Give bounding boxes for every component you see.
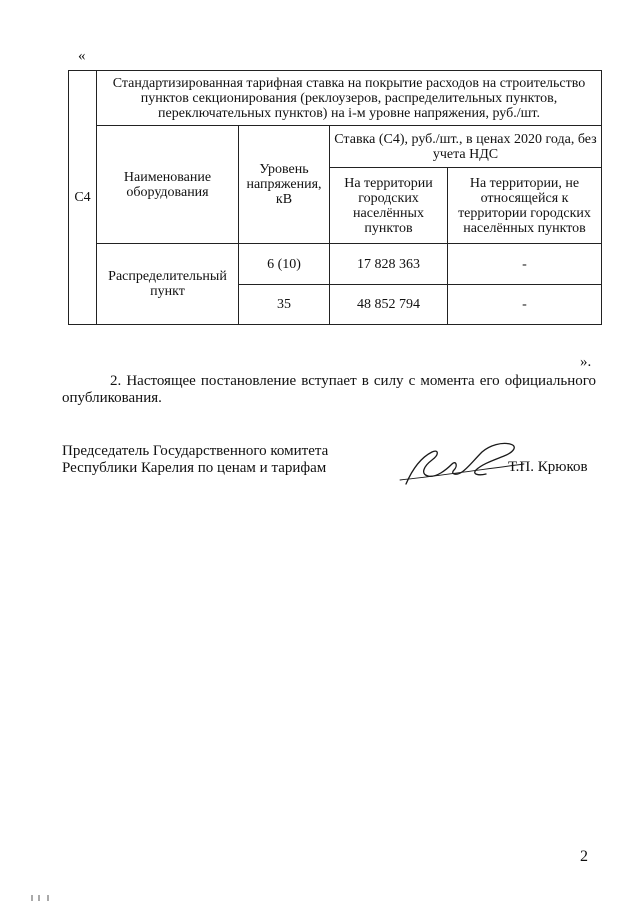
signatory-title — [62, 443, 328, 477]
rural-rate-cell: - — [448, 244, 602, 285]
page-number: 2 — [580, 848, 588, 865]
column-header-urban: На территории городских населённых пунктов — [330, 168, 448, 244]
column-header-equipment: Наименование оборудования — [97, 126, 239, 244]
rate-code-cell: С4 — [69, 71, 97, 325]
urban-rate-cell: 17 828 363 — [330, 244, 448, 285]
table-title: Стандартизированная тарифная ставка на покрытие расходов на строительство пунктов секционирования (реклоузеров, распределительных пунктов, переключательных пунктов) на i-м уровне напряжения, руб./шт. — [97, 71, 602, 126]
table-row — [69, 244, 602, 285]
column-header-rate: Ставка (С4), руб./шт., в ценах 2020 года, без учета НДС — [330, 126, 602, 168]
rural-rate-cell: - — [448, 285, 602, 325]
scan-margin-marks — [30, 893, 70, 903]
signatory-title-line: Республики Карелия по ценам и тарифам — [62, 460, 327, 476]
column-header-voltage: Уровень напряжения, кВ — [239, 126, 330, 244]
urban-rate-cell: 48 852 794 — [330, 285, 448, 325]
voltage-cell: 6 (10) — [239, 244, 330, 285]
clause-paragraph: 2. Настоящее постановление вступает в силу с момента его официального опубликования. — [62, 373, 596, 406]
closing-quote: ». — [580, 354, 592, 370]
equipment-cell: Распределительный пункт — [97, 244, 239, 325]
tariff-table — [68, 70, 602, 325]
signatory-title-line: Председатель Государственного комитета — [62, 443, 329, 459]
column-header-rural: На территории, не относящейся к территории городских населённых пунктов — [448, 168, 602, 244]
opening-quote: « — [78, 48, 86, 64]
voltage-cell: 35 — [239, 285, 330, 325]
signatory-name: Т.П. Крюков — [508, 459, 588, 475]
